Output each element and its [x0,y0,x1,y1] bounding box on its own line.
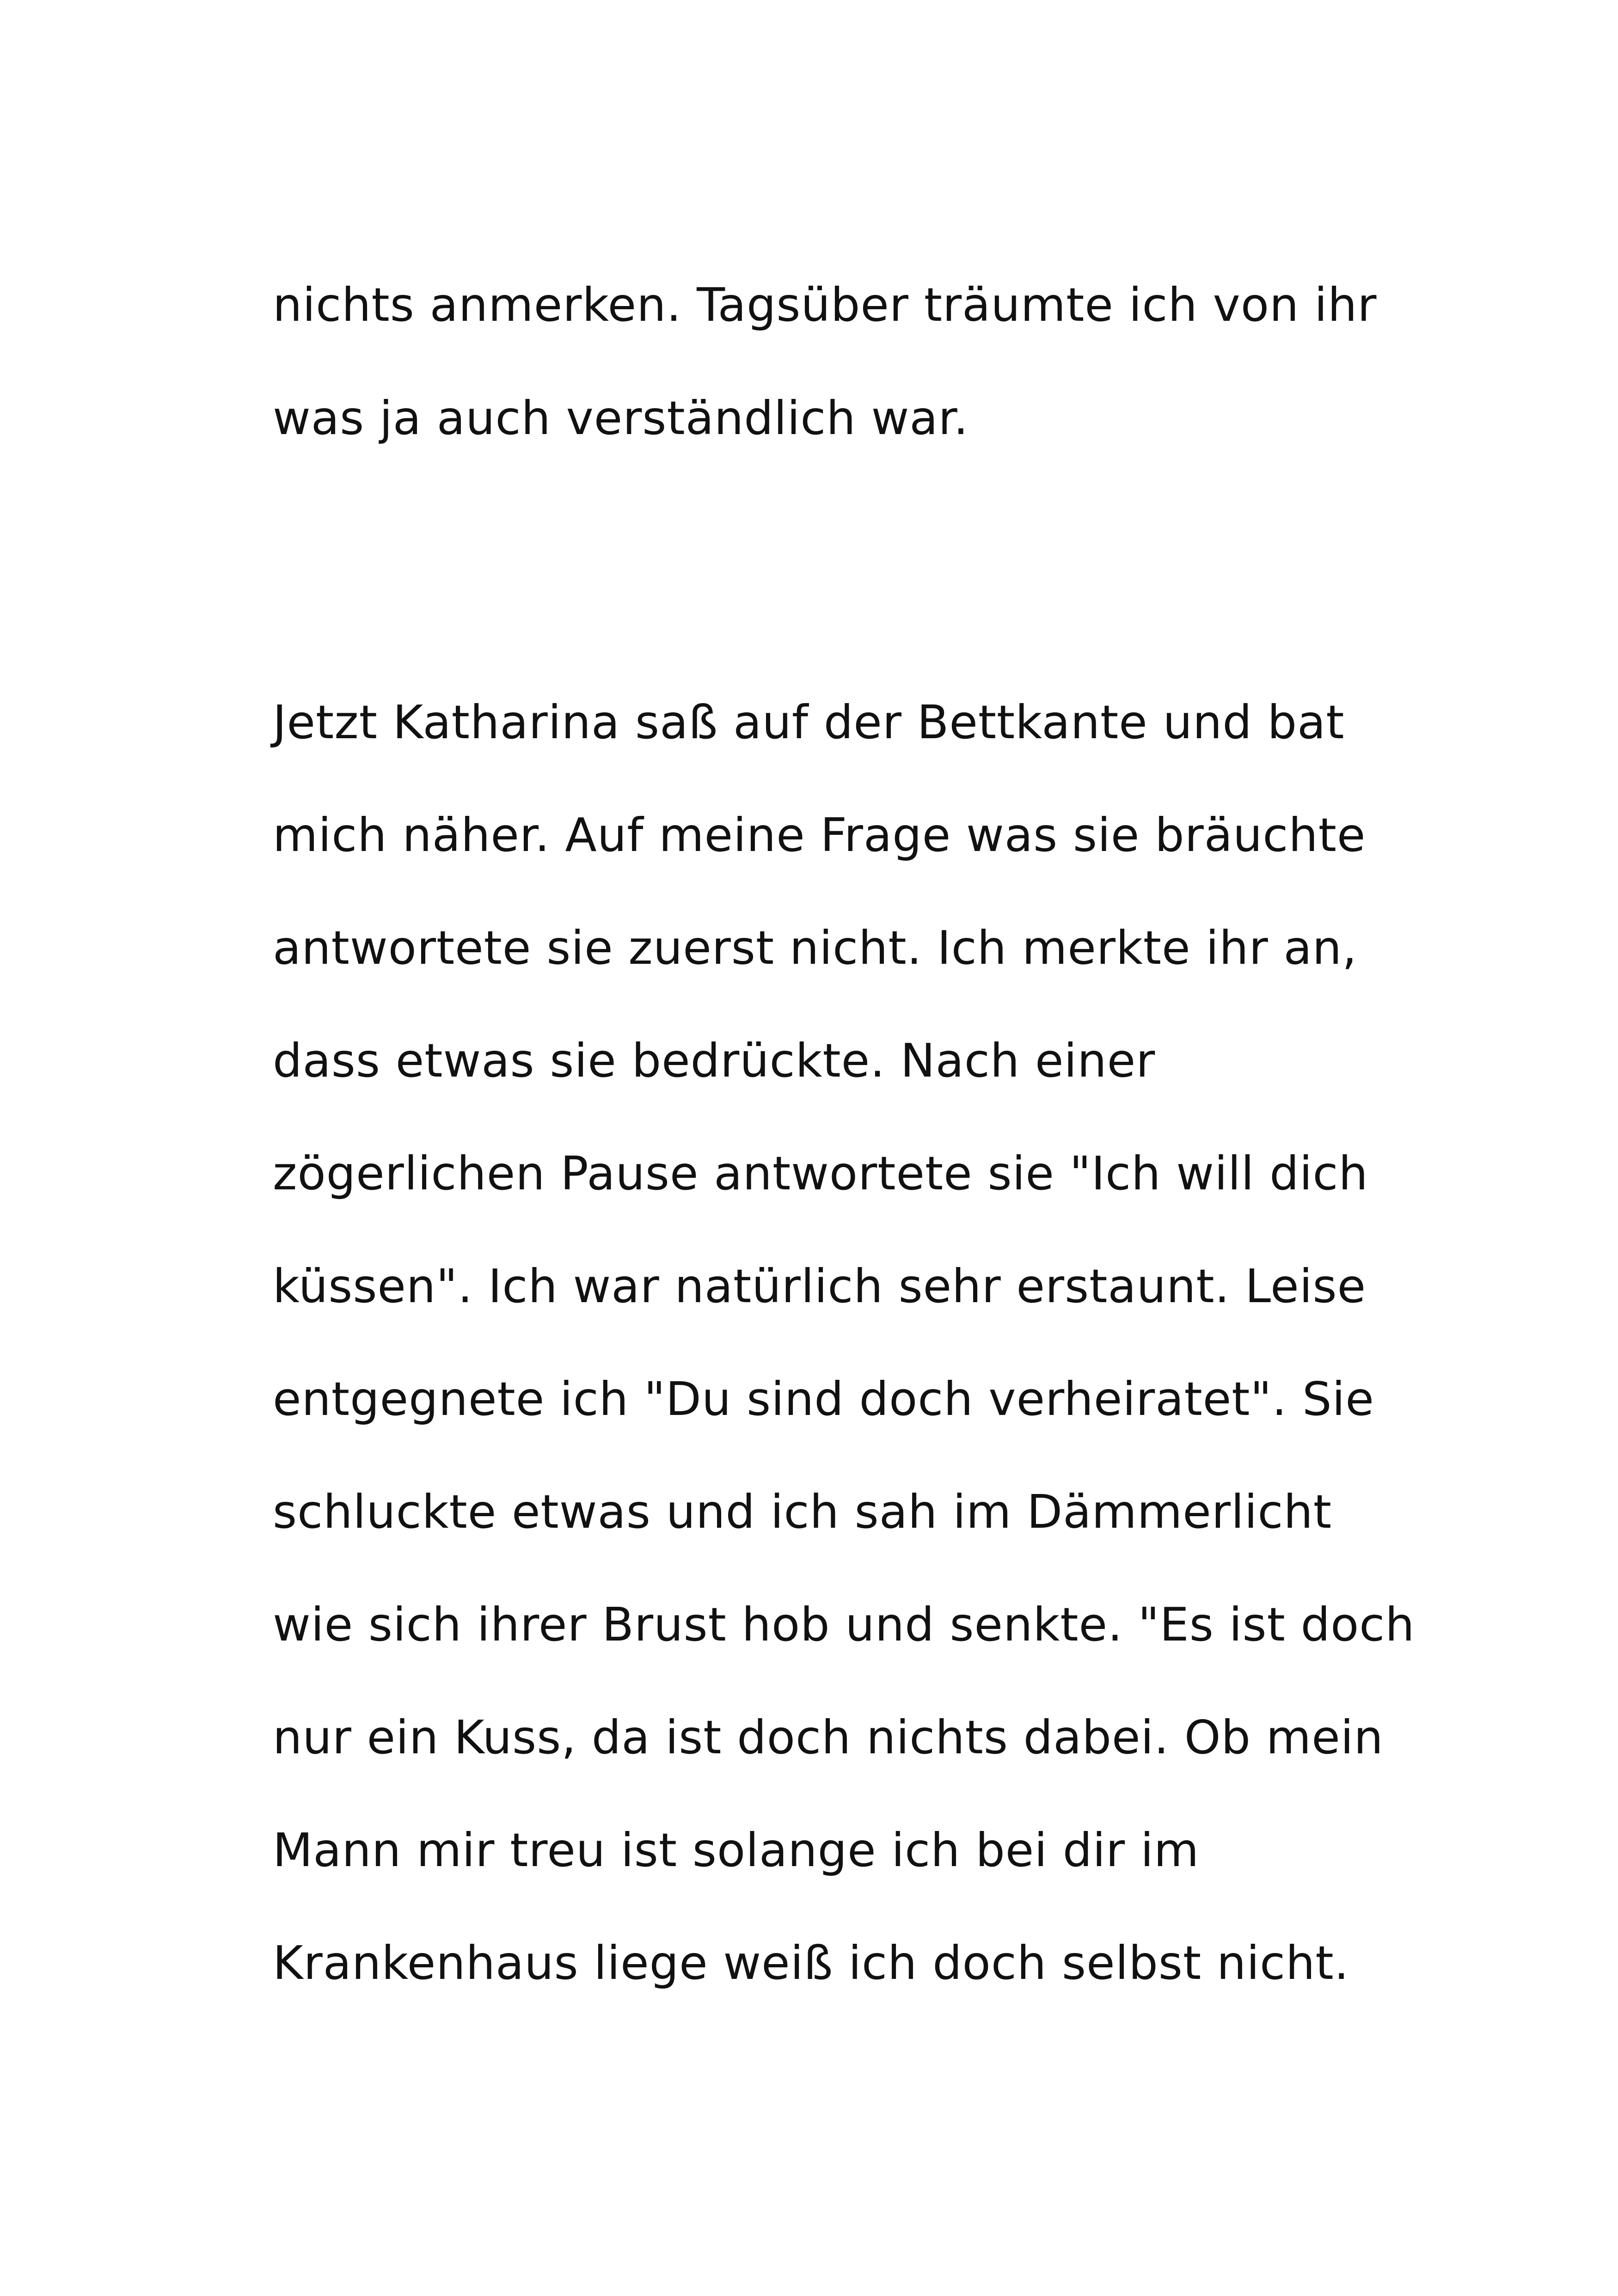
text-line: schluckte etwas und ich sah im Dämmerlicht [273,1485,1332,1539]
text-line: zögerlichen Pause antwortete sie "Ich will dich [273,1146,1368,1200]
text-line: mich näher. Auf meine Frage was sie bräuchte [273,808,1366,862]
text-line: Jetzt Katharina saß auf der Bettkante und bat [273,695,1345,749]
text-line: entgegnete ich "Du sind doch verheiratet". Sie [273,1372,1374,1426]
text-line: Krankenhaus liege weiß ich doch selbst nicht. [273,1936,1349,1990]
text-line: dass etwas sie bedrückte. Nach einer [273,1034,1156,1088]
text-line: antwortete sie zuerst nicht. Ich merkte ihr an, [273,921,1357,975]
text-line: was ja auch verständlich war. [273,391,969,445]
text-line: Mann mir treu ist solange ich bei dir im [273,1823,1200,1877]
text-line: wie sich ihrer Brust hob und senkte. "Es ist doch [273,1598,1415,1652]
text-line: nur ein Kuss, da ist doch nichts dabei. Ob mein [273,1710,1384,1764]
text-line: nichts anmerken. Tagsüber träumte ich von ihr [273,278,1377,332]
text-line: küssen". Ich war natürlich sehr erstaunt. Leise [273,1259,1367,1313]
